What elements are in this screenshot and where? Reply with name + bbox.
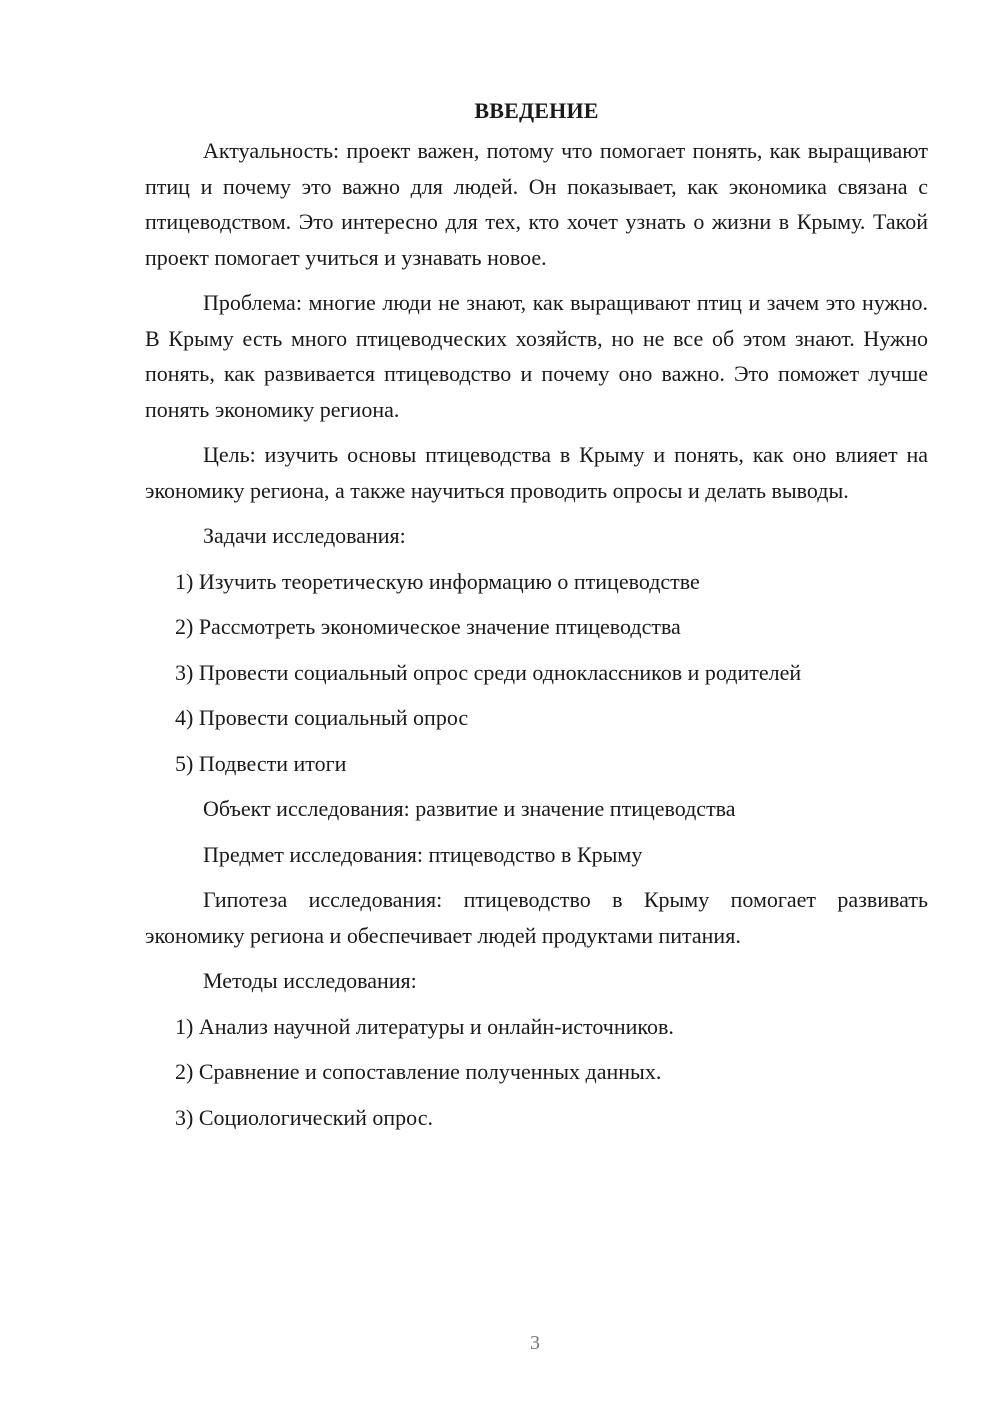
tasks-heading: Задачи исследования:: [203, 523, 406, 548]
goal-paragraph: Цель: изучить основы птицеводства в Крыму и понять, как оно влияет на экономику региона, а также научиться проводить опросы и делать выводы.: [145, 442, 928, 503]
method-item-2: 2) Сравнение и сопоставление полученных данных.: [175, 1059, 662, 1084]
methods-heading: Методы исследования:: [203, 968, 417, 993]
task-item-5: 5) Подвести итоги: [175, 750, 347, 776]
problem-paragraph: Проблема: многие люди не знают, как выращивают птиц и зачем это нужно. В Крыму есть много птицеводческих хозяйств, но не все об этом знают. Нужно понять, как развивается птицеводство и почему оно важно. Это поможет лучше понять экономику региона.: [145, 290, 928, 422]
document-page: [145, 94, 928, 1145]
task-item-4: 4) Провести социальный опрос: [175, 705, 469, 730]
task-item-2: 2) Рассмотреть экономическое значение птицеводства: [175, 614, 681, 639]
relevance-paragraph: Актуальность: проект важен, потому что помогает понять, как выращивают птиц и почему это важно для людей. Он показывает, как экономика связана с птицеводством. Это интересно для тех, кто хочет узнать о жизни в Крыму. Такой проект помогает учиться и узнавать новое.: [145, 138, 928, 270]
method-item-1: 1) Анализ научной литературы и онлайн-источников.: [175, 1013, 674, 1039]
page-number: 3: [530, 1332, 540, 1354]
task-item-3: 3) Провести социальный опрос среди одноклассников и родителей: [175, 659, 802, 685]
task-item-1: 1) Изучить теоретическую информацию о птицеводстве: [175, 568, 700, 594]
method-item-3: 3) Социологический опрос.: [175, 1104, 433, 1130]
page-title: ВВЕДЕНИЕ: [474, 98, 599, 123]
hypothesis-paragraph: Гипотеза исследования: птицеводство в Крыму помогает развивать экономику региона и обеспечивает людей продуктами питания.: [145, 887, 928, 948]
research-subject: Предмет исследования: птицеводство в Крыму: [203, 841, 643, 867]
research-object: Объект исследования: развитие и значение птицеводства: [203, 796, 736, 821]
